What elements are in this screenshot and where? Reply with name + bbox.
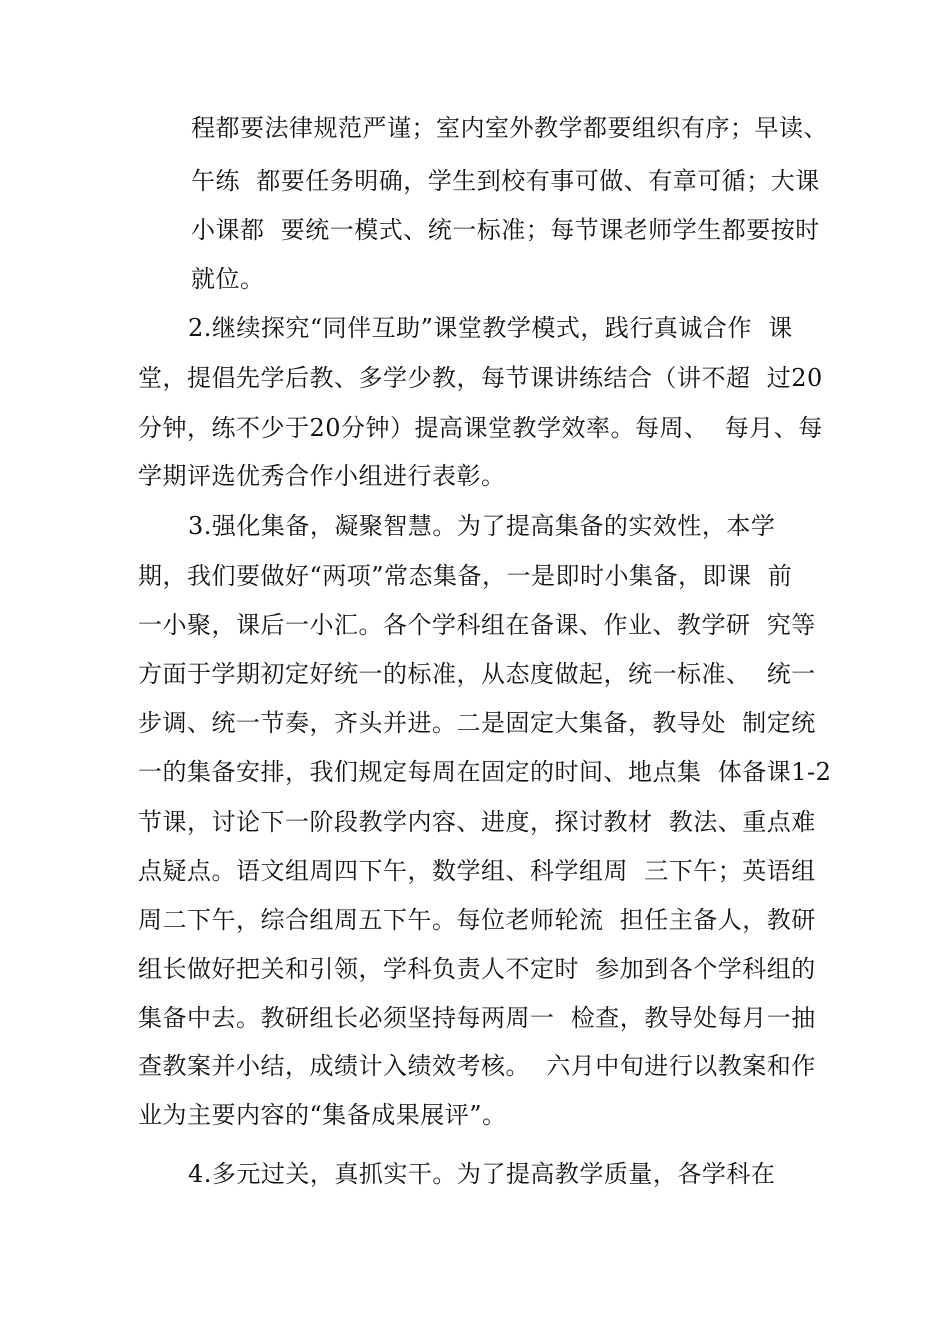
text-line: 集备中去。教研组长必须坚持每两周一 检查，教导处每月一抽 xyxy=(138,1004,816,1032)
text-line: 节课，讨论下一阶段教学内容、进度，探讨教材 教法、重点难 xyxy=(138,808,816,836)
text-line: 业为主要内容的“集备成果展评”。 xyxy=(138,1101,507,1129)
text-line: 午练 都要任务明确，学生到校有事可做、有章可循；大课 xyxy=(191,167,820,195)
text-line: 一的集备安排，我们规定每周在固定的时间、地点集 体备课1-2 xyxy=(138,758,832,786)
text-line: 组长做好把关和引领，学科负责人不定时 参加到各个学科组的 xyxy=(138,955,816,983)
text-line: 方面于学期初定好统一的标准，从态度做起，统一标准、 统一 xyxy=(138,660,816,688)
text-line: 学期评选优秀合作小组进行表彰。 xyxy=(138,462,506,490)
text-line: 分钟，练不少于20分钟）提高课堂教学效率。每周、 每月、每 xyxy=(138,414,823,442)
text-line: 程都要法律规范严谨；室内室外教学都要组织有序；早读、 xyxy=(191,114,828,142)
text-line: 周二下午，综合组周五下午。每位老师轮流 担任主备人，教研 xyxy=(138,906,816,934)
text-line: 一小聚，课后一小汇。各个学科组在备课、作业、教学研 究等 xyxy=(138,611,816,639)
text-line: 2.继续探究“同伴互助”课堂教学模式，践行真诚合作 课 xyxy=(188,314,793,342)
text-line: 步调、统一节奏，齐头并进。二是固定大集备，教导处 制定统 xyxy=(138,709,816,737)
text-line: 4.多元过关，真抓实干。为了提高教学质量，各学科在 xyxy=(188,1160,776,1188)
text-line: 查教案并小结，成绩计入绩效考核。 六月中旬进行以教案和作 xyxy=(138,1052,816,1080)
text-line: 就位。 xyxy=(191,265,265,293)
text-line: 3.强化集备，凝聚智慧。为了提高集备的实效性，本学 xyxy=(188,512,776,540)
text-line: 堂，提倡先学后教、多学少教，每节课讲练结合（讲不超 过20 xyxy=(138,364,823,392)
text-line: 点疑点。语文组周四下午，数学组、科学组周 三下午；英语组 xyxy=(138,857,816,885)
text-line: 期，我们要做好“两项”常态集备，一是即时小集备，即课 前 xyxy=(138,562,793,590)
text-line: 小课都 要统一模式、统一标准；每节课老师学生都要按时 xyxy=(191,216,820,244)
